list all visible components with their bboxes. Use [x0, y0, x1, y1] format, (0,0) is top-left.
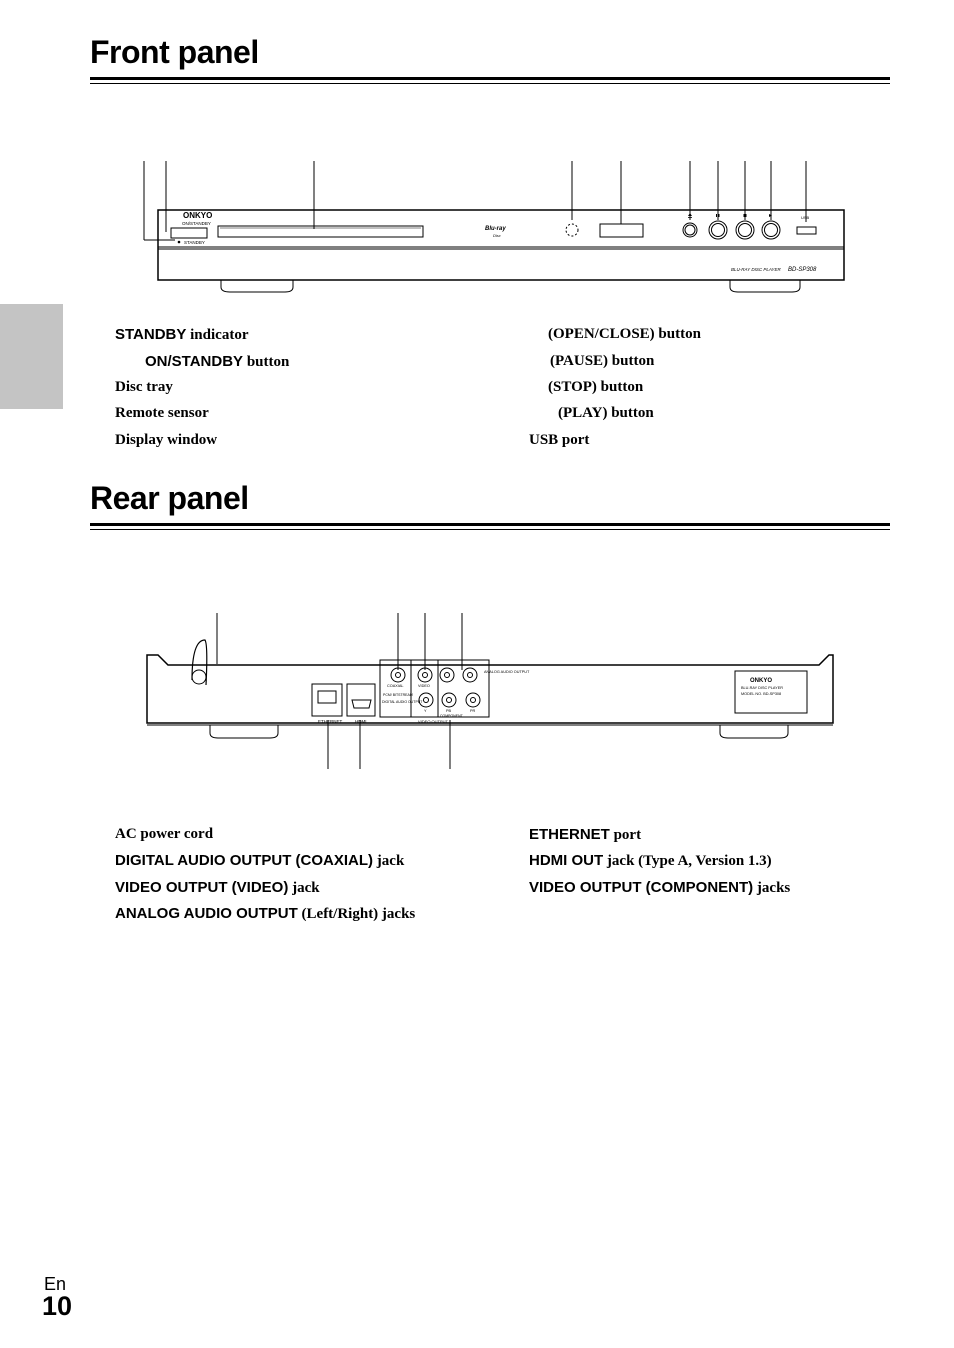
ethernet-label: ETHERNET [318, 719, 343, 724]
model-caption: BLU-RAY DISC PLAYER [731, 267, 781, 272]
rear-item-3: VIDEO OUTPUT (VIDEO) jack [115, 879, 320, 896]
foot [720, 725, 788, 738]
title-rule-thick [90, 523, 890, 526]
pr-label: PR [470, 709, 476, 713]
standby-label: STANDBY [184, 240, 205, 245]
front-panel-diagram [0, 150, 954, 300]
rear-panel-diagram [0, 605, 954, 775]
rear-label-line2: MODEL NO. BD-SP308 [741, 692, 782, 696]
remote-sensor [566, 224, 578, 236]
on-standby-label: ON/STANDBY [182, 221, 211, 226]
on-standby-button [171, 228, 207, 238]
title-rule-thin [90, 83, 890, 84]
component-pb-jack [442, 693, 456, 707]
svg-text:Disc: Disc [493, 233, 501, 238]
foot [730, 280, 800, 292]
bluray-logo-text: Blu-ray [485, 226, 506, 232]
rear-item-4: ANALOG AUDIO OUTPUT (Left/Right) jacks [115, 905, 416, 922]
rear-item-7: VIDEO OUTPUT (COMPONENT) jacks [529, 879, 791, 896]
pcm-label: PCM/ BITSTREAM [383, 693, 413, 697]
hdmi-label: HDMI [355, 719, 367, 724]
display-window [600, 224, 643, 237]
page-language: En [44, 1274, 67, 1294]
rear-chassis [147, 655, 833, 723]
rear-item-2: DIGITAL AUDIO OUTPUT (COAXIAL) jack [115, 852, 405, 869]
front-item-10: USB port [529, 432, 590, 448]
analog-audio-output-label: ANALOG AUDIO OUTPUT [484, 670, 530, 674]
page-number: 10 [42, 1291, 73, 1321]
video-label: VIDEO [418, 684, 430, 688]
front-item-2: ON/STANDBY button [145, 353, 290, 370]
video-output-label: VIDEO OUTPUT [418, 719, 449, 724]
pause-icon [716, 214, 717, 217]
front-item-4: Remote sensor [115, 405, 209, 421]
coaxial-jack [391, 668, 405, 682]
front-item-9: (PLAY) button [558, 405, 654, 421]
front-item-6: (OPEN/CLOSE) button [548, 326, 701, 342]
model-name: BD-SP308 [788, 267, 817, 273]
analog-audio-left-jack [440, 668, 454, 682]
pb-label: PB [446, 709, 452, 713]
rear-panel-title: Rear panel [90, 480, 249, 516]
front-item-7: (PAUSE) button [550, 353, 655, 369]
rear-label-line1: BLU-RAY DISC PLAYER [741, 686, 783, 690]
standby-indicator [178, 241, 181, 244]
disc-tray [218, 226, 423, 237]
usb-port [797, 227, 816, 234]
eject-icon [688, 213, 692, 216]
ac-power-cord [192, 640, 207, 685]
front-item-8: (STOP) button [548, 379, 644, 395]
rear-brand-logo: ONKYO [750, 678, 773, 684]
front-item-1: STANDBY indicator [115, 326, 249, 343]
analog-audio-right-jack [463, 668, 477, 682]
front-panel-title: Front panel [90, 34, 259, 70]
usb-label: USB [801, 215, 810, 220]
rear-item-6: HDMI OUT jack (Type A, Version 1.3) [529, 852, 772, 869]
component-pr-jack [466, 693, 480, 707]
y-label: Y [424, 709, 427, 713]
section-tab [0, 304, 63, 409]
title-rule-thin [90, 529, 890, 530]
video-jack [418, 668, 432, 682]
foot [221, 280, 293, 292]
rear-item-1: AC power cord [115, 826, 214, 842]
ethernet-port [312, 684, 342, 716]
foot [210, 725, 278, 738]
audio-video-terminal-block [380, 660, 438, 717]
stop-icon [744, 214, 747, 217]
power-cord-entry [192, 670, 206, 684]
front-item-5: Display window [115, 432, 218, 448]
rear-item-5: ETHERNET port [529, 826, 642, 843]
digital-audio-output-label: DIGITAL AUDIO OUTPUT [382, 700, 423, 704]
front-item-3: Disc tray [115, 379, 173, 395]
title-rule-thick [90, 77, 890, 80]
component-label: COMPONENT [440, 714, 463, 718]
coaxial-label: COAXIAL [387, 684, 404, 688]
brand-logo: ONKYO [183, 211, 213, 220]
